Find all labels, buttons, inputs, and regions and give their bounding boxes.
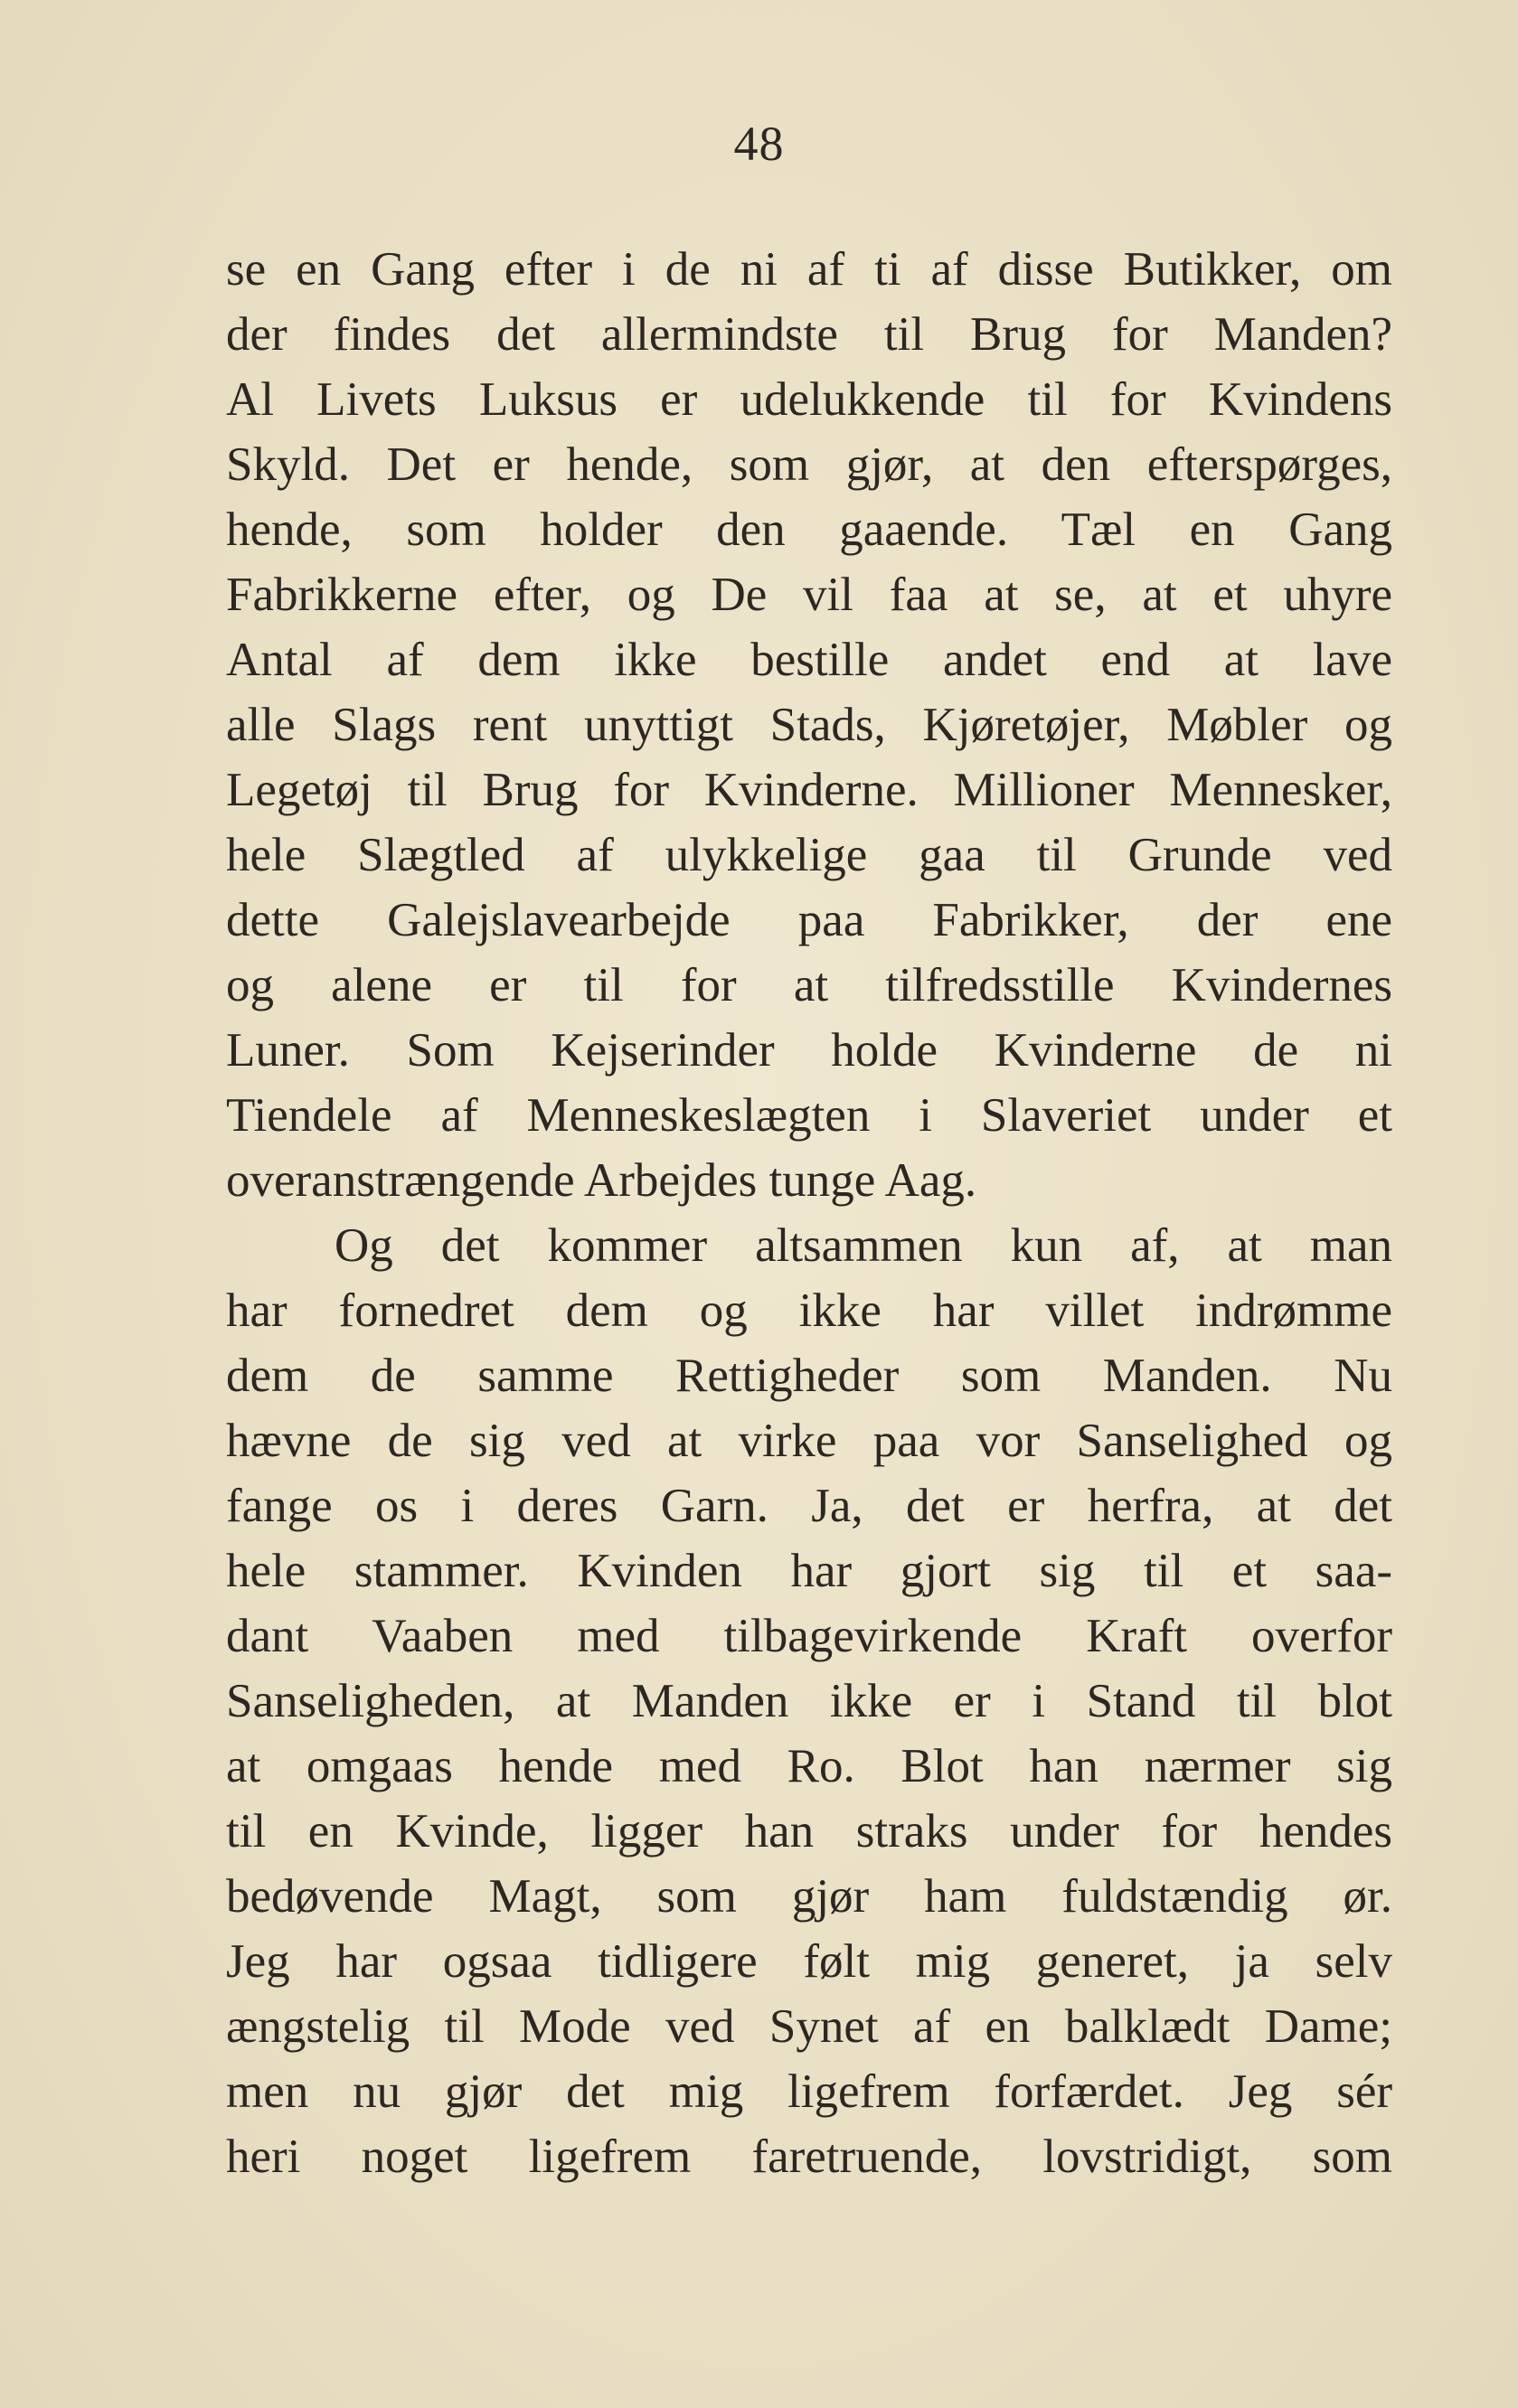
text-line: til en Kvinde, ligger han straks under for hendes — [226, 1805, 1392, 1858]
text-line: alle Slags rent unyttigt Stads, Kjøretøjer, Møbler og — [226, 699, 1392, 751]
text-line: Legetøj til Brug for Kvinderne. Millioner Mennesker, — [226, 764, 1392, 816]
text-line: hele Slægtled af ulykkelige gaa til Grunde ved — [226, 829, 1392, 881]
text-line: Skyld. Det er hende, som gjør, at den efterspørges, — [226, 438, 1392, 491]
text-line: har fornedret dem og ikke har villet indrømme — [226, 1284, 1392, 1337]
text-line: bedøvende Magt, som gjør ham fuldstændig ør. — [226, 1870, 1392, 1923]
text-line: der findes det allermindste til Brug for Manden? — [226, 308, 1392, 361]
text-line: hele stammer. Kvinden har gjort sig til et saa- — [226, 1545, 1392, 1597]
text-line: ængstelig til Mode ved Synet af en balklædt Dame; — [226, 2000, 1392, 2053]
text-line: Sanseligheden, at Manden ikke er i Stand til blot — [226, 1675, 1392, 1727]
text-line: og alene er til for at tilfredsstille Kvindernes — [226, 959, 1392, 1011]
paragraph-first-line: Og det kommer altsammen kun af, at man — [335, 1219, 1392, 1272]
text-line: hævne de sig ved at virke paa vor Sanselighed og — [226, 1415, 1392, 1467]
text-line: dant Vaaben med tilbagevirkende Kraft overfor — [226, 1610, 1392, 1662]
text-line: Luner. Som Kejserinder holde Kvinderne de ni — [226, 1024, 1392, 1077]
text-line: Al Livets Luksus er udelukkende til for Kvindens — [226, 373, 1392, 426]
text-line: Jeg har ogsaa tidligere følt mig generet, ja selv — [226, 1935, 1392, 1988]
text-line: se en Gang efter i de ni af ti af disse Butikker, om — [226, 243, 1392, 296]
text-line: Antal af dem ikke bestille andet end at lave — [226, 634, 1392, 686]
paragraph-last-line: overanstrængende Arbejdes tunge Aag. — [226, 1154, 977, 1207]
text-line: heri noget ligefrem faretruende, lovstridigt, som — [226, 2131, 1392, 2183]
text-line: dette Galejslavearbejde paa Fabrikker, der ene — [226, 894, 1392, 946]
text-line: Tiendele af Menneskeslægten i Slaveriet under et — [226, 1089, 1392, 1142]
page-number: 48 — [733, 117, 785, 171]
text-line: men nu gjør det mig ligefrem forfærdet. Jeg sér — [226, 2065, 1392, 2118]
text-line: hende, som holder den gaaende. Tæl en Gang — [226, 503, 1392, 556]
text-line: fange os i deres Garn. Ja, det er herfra, at det — [226, 1480, 1392, 1532]
text-line: at omgaas hende med Ro. Blot han nærmer sig — [226, 1740, 1392, 1792]
text-line: dem de samme Rettigheder som Manden. Nu — [226, 1350, 1392, 1402]
body-text — [226, 237, 1392, 2189]
text-line: Fabrikkerne efter, og De vil faa at se, at et uhyre — [226, 569, 1392, 621]
